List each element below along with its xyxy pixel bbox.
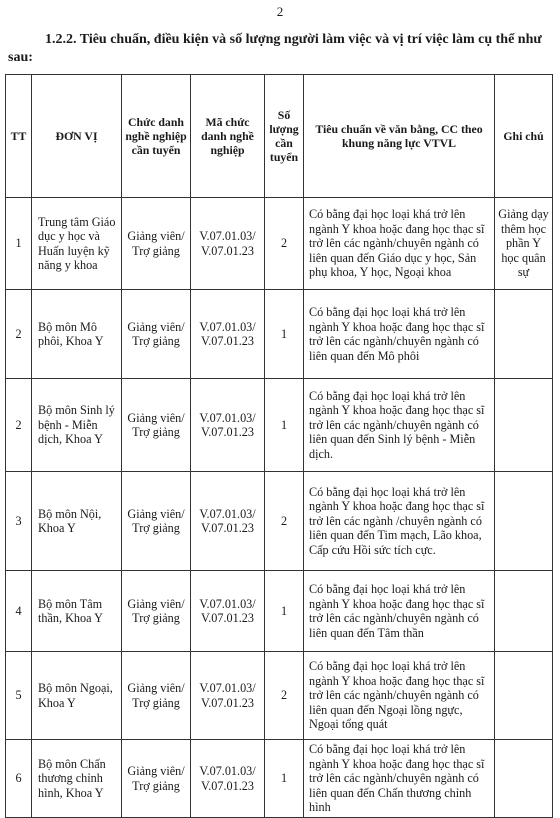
cell-code: V.07.01.03/ V.07.01.23 <box>191 198 265 290</box>
table-header-row <box>6 75 553 198</box>
cell-title: Giảng viên/ Trợ giảng <box>122 652 191 740</box>
cell-note <box>495 740 553 818</box>
header-tt: TT <box>6 75 32 198</box>
cell-tt: 4 <box>6 571 32 652</box>
cell-note <box>495 472 553 571</box>
cell-criteria: Có bằng đại học loại khá trở lên ngành Y khoa hoặc đang học thạc sĩ trở lên các ngành/chuyên ngành có liên quan đến Mô phôi <box>304 290 495 379</box>
table-row <box>6 290 553 379</box>
cell-criteria: Có bằng đại học loại khá trở lên ngành Y khoa hoặc đang học thạc sĩ trở lên các ngành/chuyên ngành có liên quan đến Tâm thần <box>304 571 495 652</box>
cell-criteria: Có bằng đại học loại khá trở lên ngành Y khoa hoặc đang học thạc sĩ trở lên các ngành/chuyên ngành có liên quan đến Chấn thương chỉnh hình <box>304 740 495 818</box>
cell-qty: 1 <box>265 290 304 379</box>
cell-criteria: Có bằng đại học loại khá trở lên ngành Y khoa hoặc đang học thạc sĩ trở lên các ngành /chuyên ngành có liên quan đến Tim mạch, Lão khoa, Cấp cứu Hồi sức tích cực. <box>304 472 495 571</box>
cell-unit: Bộ môn Sinh lý bệnh - Miễn dịch, Khoa Y <box>32 379 122 472</box>
cell-code: V.07.01.03/ V.07.01.23 <box>191 290 265 379</box>
cell-qty: 2 <box>265 652 304 740</box>
header-title: Chức danh nghề nghiệp cần tuyển <box>122 75 191 198</box>
cell-criteria: Có bằng đại học loại khá trở lên ngành Y khoa hoặc đang học thạc sĩ trở lên các ngành/chuyên ngành có liên quan đến Sinh lý bệnh - Miễn dịch. <box>304 379 495 472</box>
cell-qty: 1 <box>265 379 304 472</box>
table-row <box>6 472 553 571</box>
cell-tt: 2 <box>6 379 32 472</box>
cell-tt: 1 <box>6 198 32 290</box>
section-heading: 1.2.2. Tiêu chuẩn, điều kiện và số lượng người làm việc và vị trí việc làm cụ thể như sau: <box>8 32 542 65</box>
cell-title: Giảng viên/ Trợ giảng <box>122 571 191 652</box>
cell-code: V.07.01.03/ V.07.01.23 <box>191 652 265 740</box>
cell-unit: Bộ môn Nội, Khoa Y <box>32 472 122 571</box>
cell-criteria: Có bằng đại học loại khá trở lên ngành Y khoa hoặc đang học thạc sĩ trở lên các ngành/chuyên ngành có liên quan đến Ngoại lồng ngực, Ngoại tổng quát <box>304 652 495 740</box>
cell-unit: Trung tâm Giáo dục y học và Huấn luyện kỹ năng y khoa <box>32 198 122 290</box>
table-row <box>6 571 553 652</box>
cell-note <box>495 379 553 472</box>
header-code: Mã chức danh nghề nghiệp <box>191 75 265 198</box>
cell-unit: Bộ môn Ngoại, Khoa Y <box>32 652 122 740</box>
cell-unit: Bộ môn Chấn thương chỉnh hình, Khoa Y <box>32 740 122 818</box>
header-criteria: Tiêu chuẩn về văn bằng, CC theo khung năng lực VTVL <box>304 75 495 198</box>
cell-code: V.07.01.03/ V.07.01.23 <box>191 379 265 472</box>
cell-tt: 3 <box>6 472 32 571</box>
cell-unit: Bộ môn Tâm thần, Khoa Y <box>32 571 122 652</box>
page-number: 2 <box>276 4 284 19</box>
cell-code: V.07.01.03/ V.07.01.23 <box>191 740 265 818</box>
cell-note: Giảng dạy thêm học phần Y học quân sự <box>495 198 553 290</box>
cell-unit: Bộ môn Mô phôi, Khoa Y <box>32 290 122 379</box>
table-row <box>6 198 553 290</box>
header-unit: ĐƠN VỊ <box>32 75 122 198</box>
cell-note <box>495 652 553 740</box>
cell-tt: 5 <box>6 652 32 740</box>
cell-title: Giảng viên/ Trợ giảng <box>122 198 191 290</box>
cell-tt: 2 <box>6 290 32 379</box>
cell-note <box>495 290 553 379</box>
cell-title: Giảng viên/ Trợ giảng <box>122 290 191 379</box>
cell-qty: 2 <box>265 472 304 571</box>
cell-title: Giảng viên/ Trợ giảng <box>122 740 191 818</box>
cell-title: Giảng viên/ Trợ giảng <box>122 379 191 472</box>
cell-qty: 1 <box>265 571 304 652</box>
cell-criteria: Có bằng đại học loại khá trở lên ngành Y khoa hoặc đang học thạc sĩ trở lên các ngành/chuyên ngành có liên quan đến Giáo dục y học, Sản phụ khoa, Y học, Ngoại khoa <box>304 198 495 290</box>
cell-qty: 2 <box>265 198 304 290</box>
table-row <box>6 379 553 472</box>
recruitment-table <box>5 74 553 818</box>
table-row <box>6 740 553 818</box>
header-note: Ghi chú <box>495 75 553 198</box>
table-row <box>6 652 553 740</box>
header-qty: Số lượng cần tuyển <box>265 75 304 198</box>
cell-code: V.07.01.03/ V.07.01.23 <box>191 571 265 652</box>
cell-tt: 6 <box>6 740 32 818</box>
cell-title: Giảng viên/ Trợ giảng <box>122 472 191 571</box>
cell-code: V.07.01.03/ V.07.01.23 <box>191 472 265 571</box>
cell-note <box>495 571 553 652</box>
cell-qty: 1 <box>265 740 304 818</box>
